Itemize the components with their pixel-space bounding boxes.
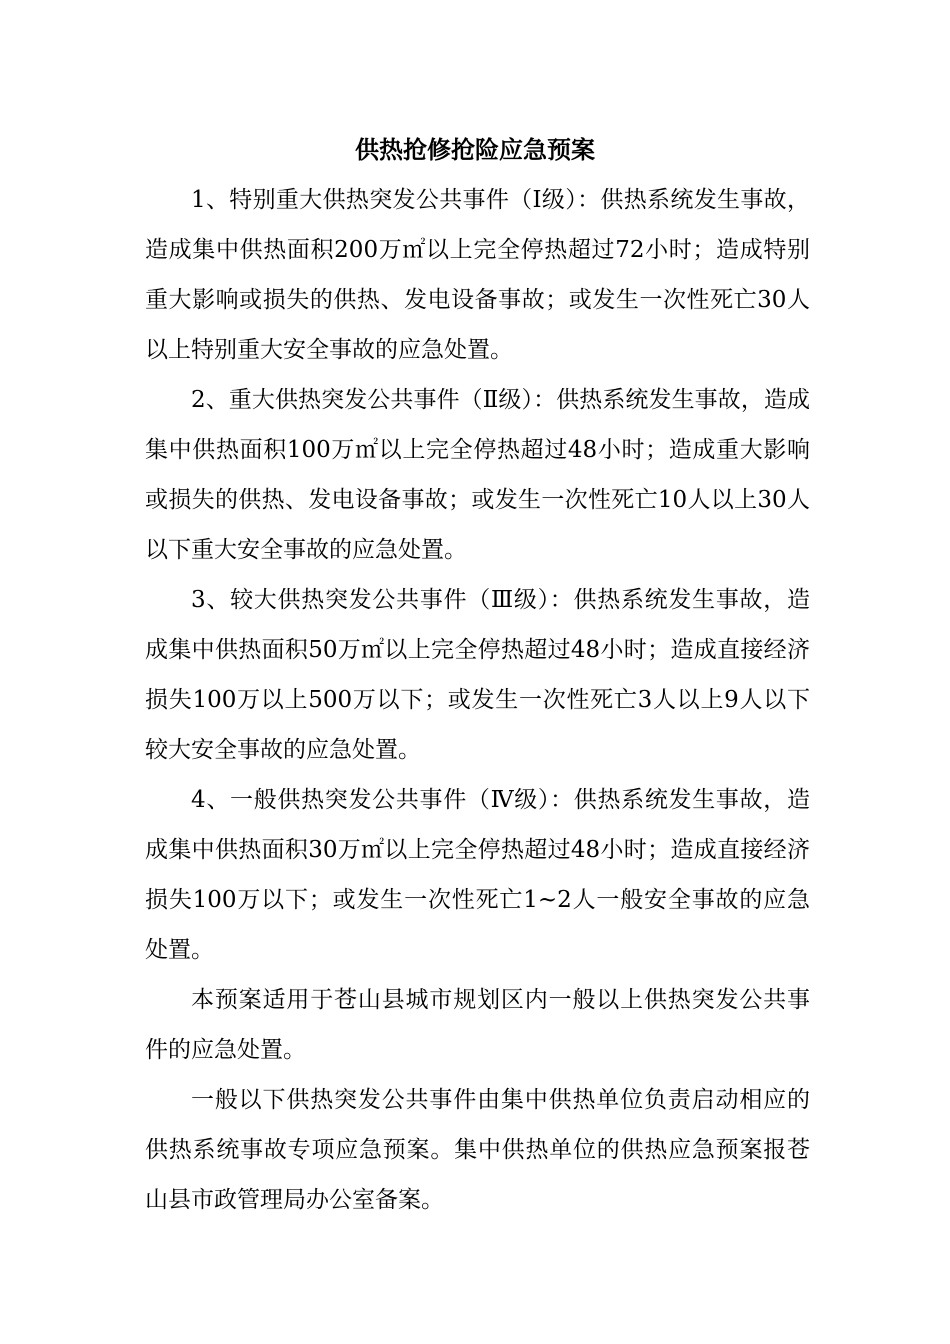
paragraph-level-3: 3、较大供热突发公共事件（Ⅲ级）：供热系统发生事故，造成集中供热面积50万㎡以上完全停热超过48小时；造成直接经济损失100万以上500万以下；或发生一次性死亡3人以上9人以下较大安全事故的应急处置。 (145, 587, 810, 763)
paragraph-below-general: 一般以下供热突发公共事件由集中供热单位负责启动相应的供热系统事故专项应急预案。集中供热单位的供热应急预案报苍山县市政管理局办公室备案。 (145, 1087, 810, 1213)
paragraph-level-2: 2、重大供热突发公共事件（Ⅱ级）：供热系统发生事故，造成集中供热面积100万㎡以上完全停热超过48小时；造成重大影响或损失的供热、发电设备事故；或发生一次性死亡10人以上30人以下重大安全事故的应急处置。 (145, 387, 810, 563)
paragraph-level-1: 1、特别重大供热突发公共事件（Ⅰ级）：供热系统发生事故，造成集中供热面积200万㎡以上完全停热超过72小时；造成特别重大影响或损失的供热、发电设备事故；或发生一次性死亡30人以上特别重大安全事故的应急处置。 (145, 187, 810, 363)
document-title: 供热抢修抢险应急预案 (355, 136, 595, 164)
document-body (145, 175, 810, 1225)
paragraph-scope: 本预案适用于苍山县城市规划区内一般以上供热突发公共事件的应急处置。 (145, 987, 810, 1063)
paragraph-level-4: 4、一般供热突发公共事件（Ⅳ级）：供热系统发生事故，造成集中供热面积30万㎡以上完全停热超过48小时；造成直接经济损失100万以下；或发生一次性死亡1~2人一般安全事故的应急处置。 (145, 787, 810, 963)
